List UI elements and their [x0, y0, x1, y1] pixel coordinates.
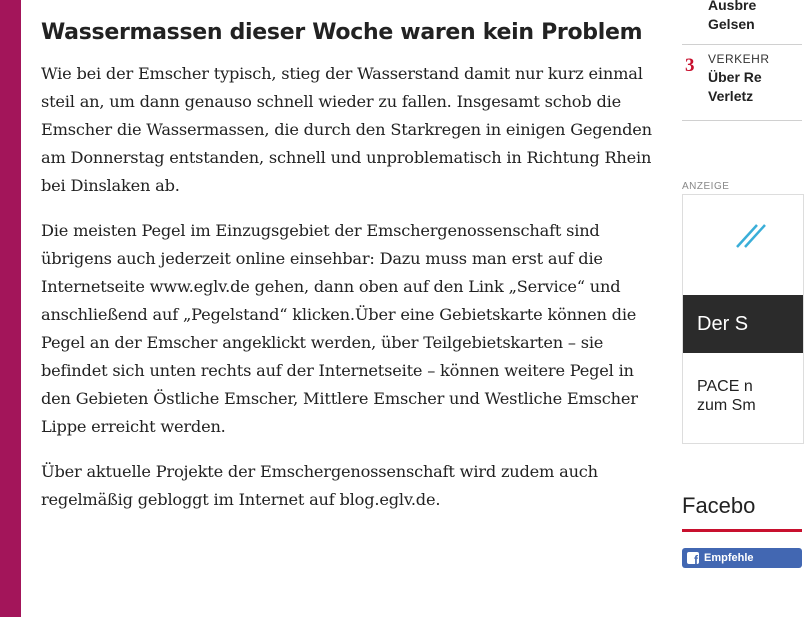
facebook-heading: Facebo — [682, 493, 756, 518]
ad-banner-text: Der S — [697, 313, 749, 335]
popular-article-2-link[interactable] — [708, 0, 788, 34]
facebook-icon: f — [687, 552, 699, 564]
ad-copy-line2: zum Sm — [697, 397, 756, 414]
popular-article-2-title-line2: Gelsen — [708, 16, 755, 32]
sidebar-divider — [682, 120, 802, 121]
facebook-recommend-button[interactable] — [682, 548, 802, 568]
popular-article-3-category: VERKEHR — [708, 52, 770, 66]
article-subheadline: Wassermassen dieser Woche waren kein Problem — [41, 20, 643, 45]
article-paragraph-3: Über aktuelle Projekte der Emschergenossenschaft wird zudem auch regelmäßig gebloggt im Internet auf blog.eglv.de. — [41, 462, 598, 509]
article-body — [41, 18, 656, 531]
facebook-heading-rule — [682, 529, 802, 532]
ad-copy — [697, 377, 756, 415]
ad-logo-icon — [735, 223, 775, 253]
ad-banner — [683, 295, 803, 353]
popular-article-3-rank: 3 — [685, 55, 695, 76]
popular-article-3-title-line2: Verletz — [708, 88, 754, 104]
popular-article-2-title-line1: Ausbre — [708, 0, 757, 13]
ad-label: ANZEIGE — [682, 181, 730, 192]
popular-article-3-title-line1: Über Re — [708, 69, 762, 85]
left-accent-bar — [0, 0, 21, 617]
advertisement[interactable] — [682, 194, 804, 444]
ad-copy-line1: PACE n — [697, 378, 753, 395]
article-paragraph-2: Die meisten Pegel im Einzugsgebiet der Emschergenossenschaft sind übrigens auch jederzeit online einsehbar: Dazu muss man erst auf die Internetseite www.eglv.de gehen, dann oben auf den Link „Service“ und anschließend auf „Pegelstand“ klicken.Über eine Gebietskarte können die Pegel an der Emscher angeklickt werden, über Teilgebietskarten – sie befindet sich unten rechts auf der Internetseite – können weitere Pegel in den Gebieten Östliche Emscher, Mittlere Emscher und Westliche Emscher Lippe erreicht werden. — [41, 221, 638, 436]
facebook-recommend-label: Empfehle — [704, 552, 754, 564]
sidebar-divider — [682, 44, 802, 45]
popular-article-3-link[interactable] — [708, 68, 762, 106]
article-paragraph-1: Wie bei der Emscher typisch, stieg der Wasserstand damit nur kurz einmal steil an, um dann genauso schnell wieder zu fallen. Insgesamt schob die Emscher die Wassermassen, die durch den Starkregen in einigen Gegenden am Donnerstag entstanden, schnell und unproblematisch in Richtung Rhein bei Dinslaken ab. — [41, 64, 652, 195]
sidebar — [682, 0, 770, 617]
